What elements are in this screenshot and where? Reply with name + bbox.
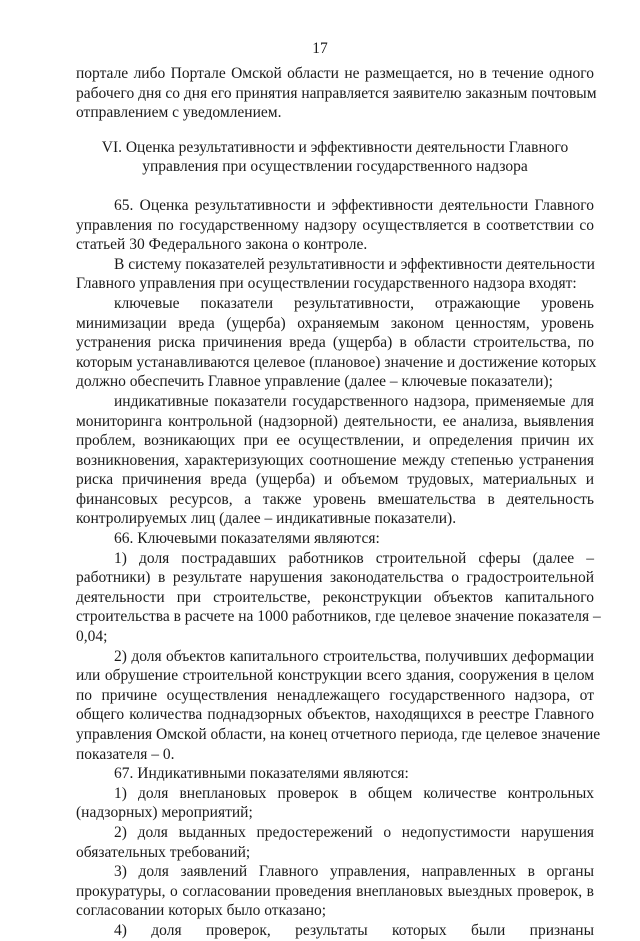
text-line: 0,04; — [76, 628, 108, 646]
text-line: 1) доля пострадавших работников строительной сферы (далее – — [114, 549, 594, 567]
text-line: проблем, возникающих при ее осуществлении, и определения причин их — [76, 432, 594, 450]
text-line: по причине осуществления ненадлежащего государственного надзора, от — [76, 686, 594, 704]
text-line: работники) в результате нарушения законодательства о градостроительной — [76, 569, 594, 587]
text-line: показателя – 0. — [76, 745, 175, 763]
page-number: 17 — [312, 40, 328, 57]
heading-line: VI. Оценка результативности и эффективности деятельности Главного — [101, 138, 569, 156]
text-line: должно обеспечить Главное управление (далее – ключевые показатели); — [76, 373, 553, 391]
paragraph-67-item-2 — [76, 823, 594, 862]
text-line: деятельности при строительстве, реконструкции объектов капитального — [76, 588, 594, 606]
text-line: 67. Индикативными показателями являются: — [114, 765, 409, 783]
text-line: общего количества поднадзорных объектов, находящихся в реестре Главного — [76, 706, 594, 724]
text-line: управления Омской области, на конец отчетного периода, где целевое значение — [76, 726, 601, 743]
paragraph-65 — [76, 196, 594, 255]
text-line: Главного управления при осуществлении государственного надзора входят: — [76, 275, 577, 293]
text-line: рабочего дня со дня его принятия направляется заявителю заказным почтовым — [76, 84, 597, 102]
paragraph-67-item-4 — [76, 921, 594, 941]
text-line: 1) доля внеплановых проверок в общем количестве контрольных — [114, 784, 594, 802]
text-line: 66. Ключевыми показателями являются: — [114, 530, 380, 548]
document-body — [76, 64, 601, 941]
text-line: минимизации вреда (ущерба) охраняемым законом ценностям, уровень — [76, 314, 594, 332]
text-line: риска причинения вреда (ущерба) и объемом трудовых, материальных и — [76, 471, 594, 489]
text-line: В систему показателей результативности и эффективности деятельности — [114, 255, 595, 273]
text-line: строительства в расчете на 1000 работников, где целевое значение показателя – — [76, 608, 601, 626]
text-line: мониторинга контрольной (надзорной) деятельности, ее анализа, выявления — [76, 412, 594, 430]
text-line: ключевые показатели результативности, отражающие уровень — [114, 294, 594, 312]
text-line: прокуратуры, о согласовании проведения внеплановых выездных проверок, в — [76, 882, 594, 900]
paragraph-indicative-indicators — [76, 392, 594, 529]
text-line: 2) доля выданных предостережений о недопустимости нарушения — [114, 823, 594, 841]
paragraph-key-indicators — [76, 294, 597, 392]
text-line: 65. Оценка результативности и эффективности деятельности Главного — [114, 196, 594, 214]
text-line: отправлением с уведомлением. — [76, 104, 282, 122]
text-line: или обрушение строительной конструкции всего здания, сооружения в целом — [76, 667, 594, 685]
heading-line: управления при осуществлении государственного надзора — [142, 158, 528, 176]
text-line: возникновения, характеризующих соотношение между степенью устранения — [76, 451, 594, 469]
text-line: 4) доля проверок, результаты которых были признаны — [114, 921, 594, 939]
paragraph-indicators-system — [76, 255, 594, 294]
text-line: портале либо Портале Омской области не размещается, но в течение одного — [76, 65, 594, 82]
text-line: (надзорных) мероприятий; — [76, 804, 253, 822]
paragraph-66-item-2 — [76, 647, 601, 765]
paragraph-66-item-1 — [76, 549, 601, 647]
paragraph-67-item-1 — [76, 784, 594, 823]
text-line: устранения риска причинения вреда (ущерба) в области строительства, по — [76, 334, 594, 352]
paragraph-67 — [76, 764, 594, 784]
text-line: контролируемых лиц (далее – индикативные показатели). — [76, 510, 457, 528]
text-line: 2) доля объектов капитального строительства, получивших деформации — [114, 647, 594, 665]
text-line: финансовых ресурсов, а также уровень вмешательства в деятельность — [76, 490, 594, 508]
text-line: статьей 30 Федерального закона о контроле. — [76, 236, 368, 254]
text-line: обязательных требований; — [76, 843, 251, 861]
paragraph-67-item-3 — [76, 862, 594, 921]
text-line: 3) доля заявлений Главного управления, направленных в органы — [114, 863, 594, 881]
section-heading — [76, 138, 594, 177]
text-line: индикативные показатели государственного надзора, применяемые для — [114, 392, 594, 410]
intro-paragraph — [76, 64, 597, 123]
text-line: которым устанавливаются целевое (плановое) значение и достижение которых — [76, 353, 597, 371]
text-line: управления по государственному надзору осуществляется в соответствии со — [76, 216, 594, 234]
paragraph-66 — [76, 529, 594, 549]
text-line: согласовании которых было отказано; — [76, 902, 327, 920]
